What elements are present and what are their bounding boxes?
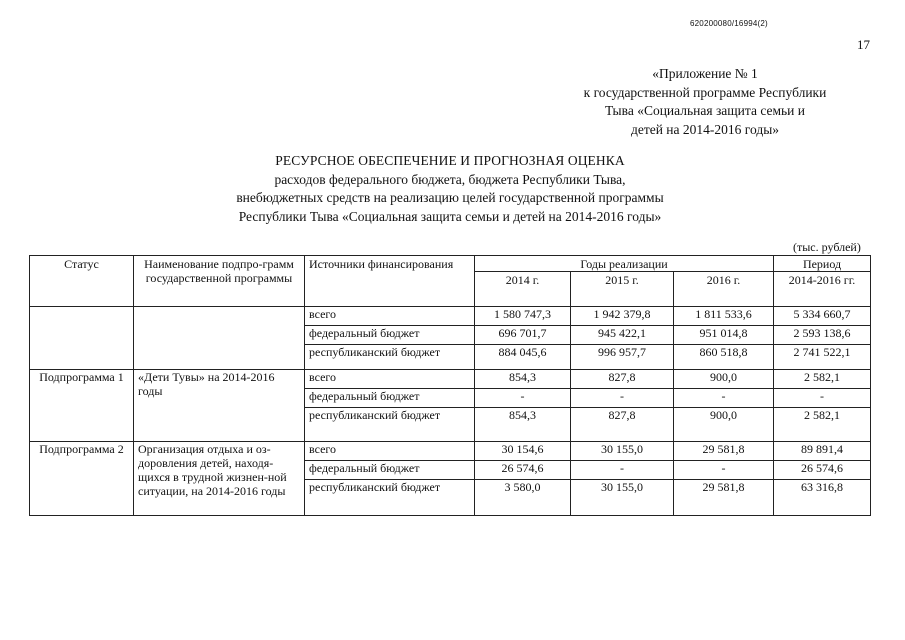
- value-2016: -: [674, 461, 774, 480]
- appendix-line: детей на 2014-2016 годы»: [630, 121, 780, 137]
- value-2014: 3 580,0: [475, 480, 571, 516]
- value-2016: 29 581,8: [674, 442, 774, 461]
- header-years-group: Годы реализации: [475, 256, 774, 272]
- appendix-line: «Приложение № 1: [652, 66, 758, 81]
- source-cell: федеральный бюджет: [305, 461, 475, 480]
- value-total: 2 582,1: [774, 370, 871, 389]
- value-2014: -: [475, 389, 571, 408]
- source-cell: республиканский бюджет: [305, 345, 475, 370]
- source-cell: федеральный бюджет: [305, 326, 475, 345]
- value-2015: 827,8: [571, 408, 674, 442]
- status-cell: Подпрограмма 1: [30, 370, 134, 442]
- value-total: 2 593 138,6: [774, 326, 871, 345]
- value-2015: -: [571, 389, 674, 408]
- title-line: расходов федерального бюджета, бюджета Республики Тыва,: [274, 171, 626, 187]
- header-name: Наименование подпро-грамм государственной программы: [134, 256, 305, 307]
- status-cell: [30, 307, 134, 370]
- value-2016: 1 811 533,6: [674, 307, 774, 326]
- value-2015: 1 942 379,8: [571, 307, 674, 326]
- name-cell: «Дети Тувы» на 2014-2016 годы: [134, 370, 305, 442]
- financing-table: [29, 255, 871, 516]
- header-year-2016: 2016 г.: [674, 272, 774, 307]
- title-line: внебюджетных средств на реализацию целей государственной программы: [236, 190, 664, 205]
- value-2014: 1 580 747,3: [475, 307, 571, 326]
- value-2016: 860 518,8: [674, 345, 774, 370]
- value-total: 26 574,6: [774, 461, 871, 480]
- title-line: Республики Тыва «Социальная защита семьи и детей на 2014-2016 годы»: [238, 208, 662, 224]
- document-title: [150, 152, 750, 226]
- table-row: [30, 442, 871, 461]
- header-sources: Источники финансирования: [305, 256, 475, 307]
- value-2015: -: [571, 461, 674, 480]
- value-2014: 696 701,7: [475, 326, 571, 345]
- value-2015: 827,8: [571, 370, 674, 389]
- value-total: 2 741 522,1: [774, 345, 871, 370]
- document-code: 620200080/16994(2): [690, 19, 768, 28]
- units-label: (тыс. рублей): [793, 240, 861, 254]
- source-cell: федеральный бюджет: [305, 389, 475, 408]
- header-status: Статус: [30, 256, 134, 307]
- source-cell: республиканский бюджет: [305, 480, 475, 516]
- value-total: 2 582,1: [774, 408, 871, 442]
- value-2016: 29 581,8: [674, 480, 774, 516]
- table-row: [30, 307, 871, 326]
- status-cell: Подпрограмма 2: [30, 442, 134, 516]
- header-year-2014: 2014 г.: [475, 272, 571, 307]
- title-main: РЕСУРСНОЕ ОБЕСПЕЧЕНИЕ И ПРОГНОЗНАЯ ОЦЕНКА: [275, 153, 625, 168]
- appendix-line: Тыва «Социальная защита семьи и: [604, 103, 805, 118]
- header-period-years: 2014-2016 гг.: [774, 272, 871, 307]
- value-2014: 30 154,6: [475, 442, 571, 461]
- value-2016: 900,0: [674, 370, 774, 389]
- name-cell: [134, 307, 305, 370]
- table-row: [30, 370, 871, 389]
- source-cell: всего: [305, 442, 475, 461]
- value-total: 63 316,8: [774, 480, 871, 516]
- source-cell: всего: [305, 307, 475, 326]
- source-cell: всего: [305, 370, 475, 389]
- value-total: -: [774, 389, 871, 408]
- value-2015: 996 957,7: [571, 345, 674, 370]
- source-cell: республиканский бюджет: [305, 408, 475, 442]
- value-2014: 26 574,6: [475, 461, 571, 480]
- appendix-line: к государственной программе Республики: [583, 84, 827, 100]
- value-2015: 30 155,0: [571, 442, 674, 461]
- header-year-2015: 2015 г.: [571, 272, 674, 307]
- value-2016: -: [674, 389, 774, 408]
- name-cell: Организация отдыха и оз-доровления детей, находя-щихся в трудной жизнен-ной ситуации, на 2014-2016 годы: [134, 442, 305, 516]
- value-2015: 30 155,0: [571, 480, 674, 516]
- value-2016: 951 014,8: [674, 326, 774, 345]
- value-2014: 884 045,6: [475, 345, 571, 370]
- value-2014: 854,3: [475, 370, 571, 389]
- value-2016: 900,0: [674, 408, 774, 442]
- value-2015: 945 422,1: [571, 326, 674, 345]
- page-number: 17: [857, 37, 870, 52]
- header-period: Период: [774, 256, 871, 272]
- value-2014: 854,3: [475, 408, 571, 442]
- value-total: 89 891,4: [774, 442, 871, 461]
- value-total: 5 334 660,7: [774, 307, 871, 326]
- appendix-note: [545, 65, 865, 139]
